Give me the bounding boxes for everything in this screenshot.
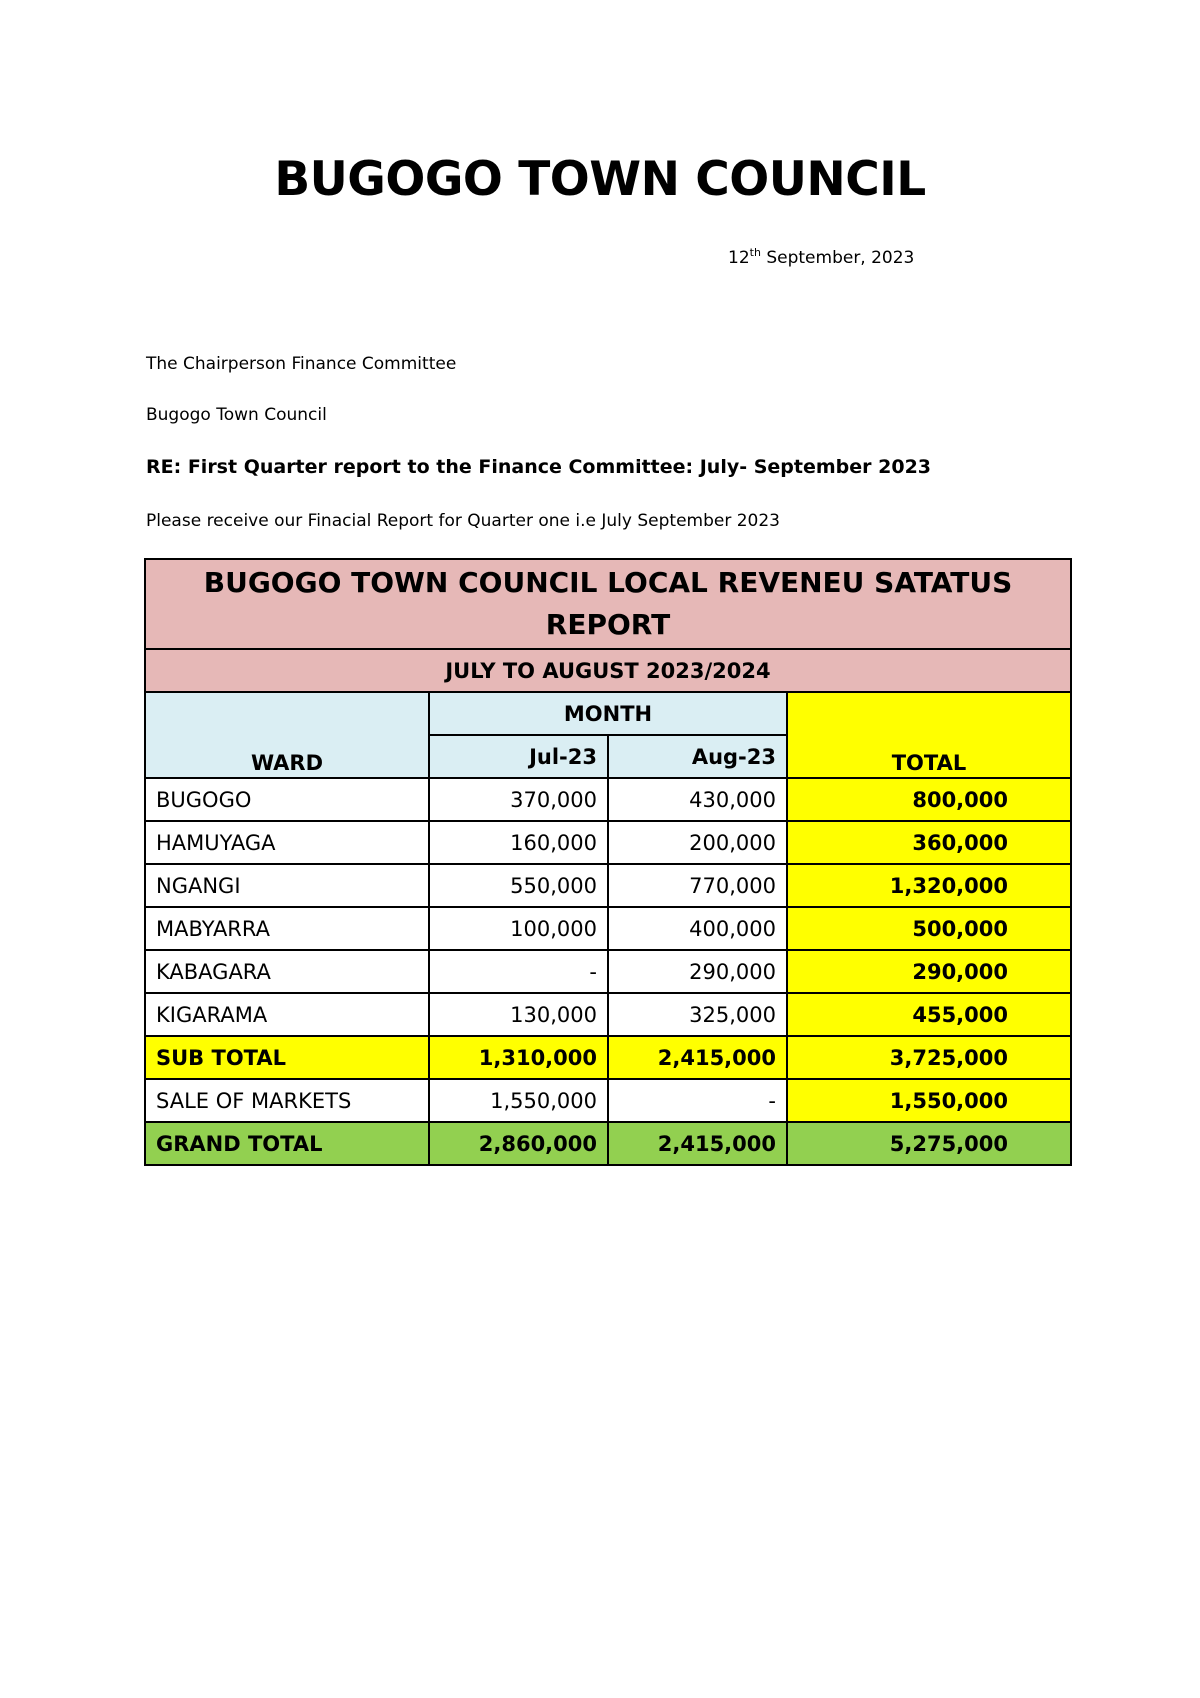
subject-line: RE: First Quarter report to the Finance Committee: July- September 2023 <box>146 456 932 478</box>
ward-cell: HAMUYAGA <box>145 821 429 864</box>
markets-row <box>145 1079 1071 1122</box>
header-jul: Jul-23 <box>429 735 608 778</box>
total-cell: 800,000 <box>787 778 1071 821</box>
revenue-table <box>144 558 1072 1166</box>
table-row <box>145 907 1071 950</box>
header-month: MONTH <box>429 692 787 735</box>
jul-cell: 550,000 <box>429 864 608 907</box>
letter-date <box>728 248 914 268</box>
aug-cell: 200,000 <box>608 821 787 864</box>
table-row <box>145 993 1071 1036</box>
table-title: BUGOGO TOWN COUNCIL LOCAL REVENEU SATATUS REPORT <box>145 559 1071 649</box>
date-day: 12 <box>728 248 750 268</box>
aug-cell: 290,000 <box>608 950 787 993</box>
aug-cell: 770,000 <box>608 864 787 907</box>
document-title: BUGOGO TOWN COUNCIL <box>274 152 926 207</box>
subtotal-jul: 1,310,000 <box>429 1036 608 1079</box>
letter-body: Please receive our Finacial Report for Quarter one i.e July September 2023 <box>146 511 780 531</box>
subtotal-aug: 2,415,000 <box>608 1036 787 1079</box>
total-cell: 500,000 <box>787 907 1071 950</box>
date-rest: September, 2023 <box>760 248 915 268</box>
markets-total: 1,550,000 <box>787 1079 1071 1122</box>
table-period: JULY TO AUGUST 2023/2024 <box>145 649 1071 692</box>
total-cell: 1,320,000 <box>787 864 1071 907</box>
grand-total-total: 5,275,000 <box>787 1122 1071 1165</box>
jul-cell: 130,000 <box>429 993 608 1036</box>
total-cell: 455,000 <box>787 993 1071 1036</box>
grand-total-label: GRAND TOTAL <box>145 1122 429 1165</box>
header-ward: WARD <box>145 692 429 778</box>
total-cell: 360,000 <box>787 821 1071 864</box>
subtotal-label: SUB TOTAL <box>145 1036 429 1079</box>
aug-cell: 325,000 <box>608 993 787 1036</box>
date-suffix: th <box>749 246 761 259</box>
ward-cell: KABAGARA <box>145 950 429 993</box>
table-row <box>145 821 1071 864</box>
jul-cell: - <box>429 950 608 993</box>
address: Bugogo Town Council <box>146 405 327 425</box>
ward-cell: MABYARRA <box>145 907 429 950</box>
grand-total-row <box>145 1122 1071 1165</box>
table-row <box>145 950 1071 993</box>
ward-cell: KIGARAMA <box>145 993 429 1036</box>
jul-cell: 160,000 <box>429 821 608 864</box>
table-row <box>145 864 1071 907</box>
jul-cell: 370,000 <box>429 778 608 821</box>
header-total: TOTAL <box>787 692 1071 778</box>
subtotal-row <box>145 1036 1071 1079</box>
markets-jul: 1,550,000 <box>429 1079 608 1122</box>
markets-aug: - <box>608 1079 787 1122</box>
aug-cell: 400,000 <box>608 907 787 950</box>
total-cell: 290,000 <box>787 950 1071 993</box>
ward-cell: NGANGI <box>145 864 429 907</box>
jul-cell: 100,000 <box>429 907 608 950</box>
subtotal-total: 3,725,000 <box>787 1036 1071 1079</box>
grand-total-jul: 2,860,000 <box>429 1122 608 1165</box>
markets-label: SALE OF MARKETS <box>145 1079 429 1122</box>
grand-total-aug: 2,415,000 <box>608 1122 787 1165</box>
addressee: The Chairperson Finance Committee <box>146 354 457 374</box>
aug-cell: 430,000 <box>608 778 787 821</box>
table-row <box>145 778 1071 821</box>
header-aug: Aug-23 <box>608 735 787 778</box>
ward-cell: BUGOGO <box>145 778 429 821</box>
